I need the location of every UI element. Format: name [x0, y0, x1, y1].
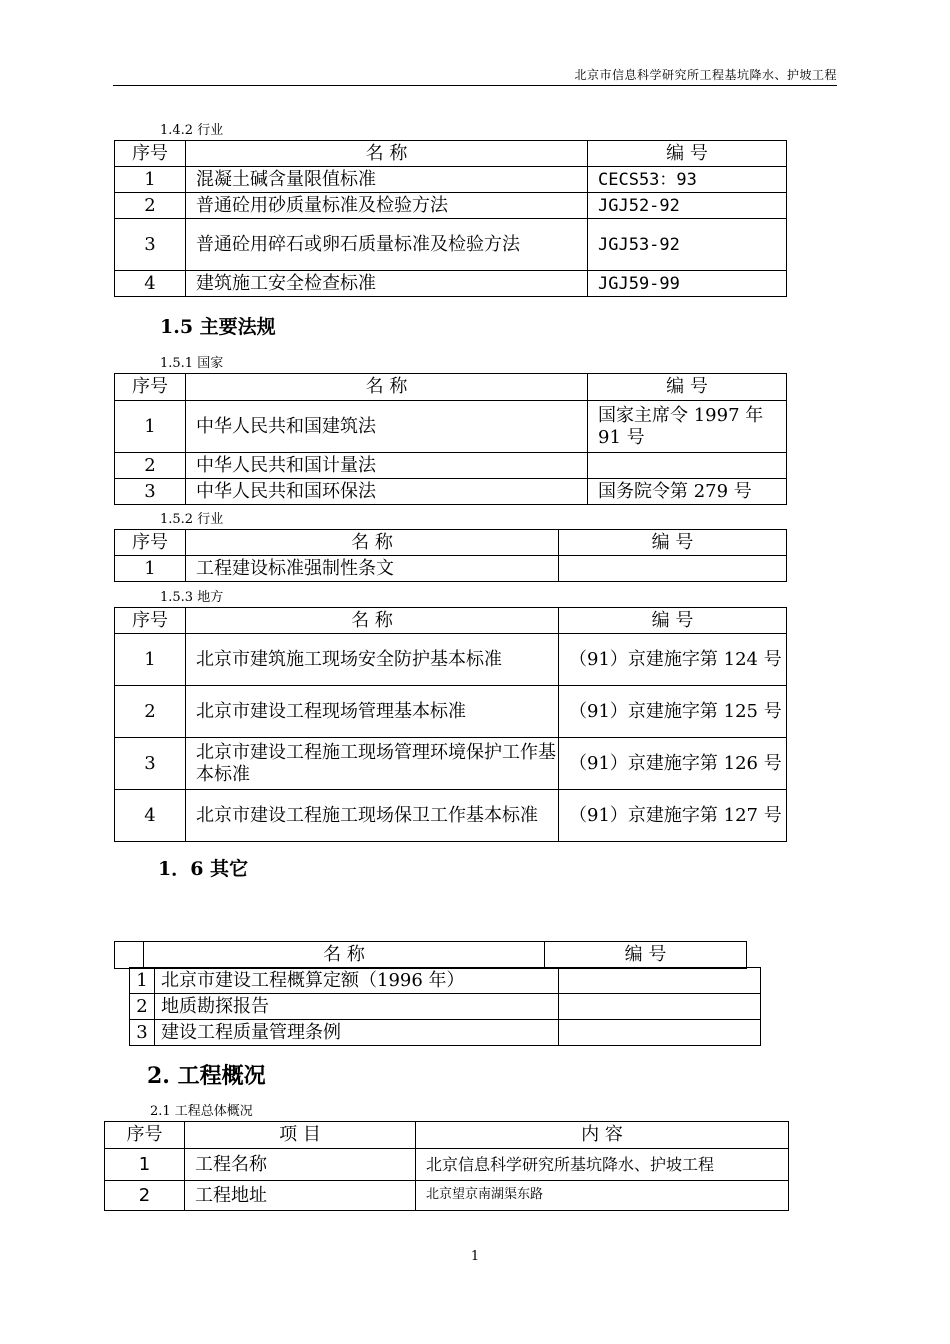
table-header-row: [115, 608, 787, 634]
cell-name: 普通砼用砂质量标准及检验方法: [186, 193, 588, 219]
cell-code: [559, 994, 761, 1020]
cell-code: （91）京建施字第 125 号: [559, 686, 787, 738]
cell-item: 工程地址: [185, 1181, 416, 1211]
cell-content: 北京望京南湖渠东路: [416, 1181, 789, 1211]
cell-name: 工程建设标准强制性条文: [186, 556, 559, 582]
cell-name: 普通砼用碎石或卵石质量标准及检验方法: [186, 219, 588, 271]
section-heading-1-5: 1.5 主要法规: [160, 316, 276, 338]
table-1-6-body: [129, 967, 761, 1046]
cell-code: （91）京建施字第 126 号: [559, 738, 787, 790]
cell-index: 3: [115, 479, 186, 505]
col-header-code: 编 号: [559, 608, 787, 634]
col-header-index: 序号: [115, 141, 186, 167]
header-rule: [113, 85, 837, 86]
cell-index: 2: [115, 686, 186, 738]
table-row: [115, 686, 787, 738]
cell-code: [559, 1020, 761, 1046]
cell-index: 1: [105, 1149, 185, 1181]
section-heading-1-6: 1．6 其它: [158, 858, 249, 880]
section-label-1-4-2: 1.4.2 行业: [160, 123, 224, 138]
col-header-code: 编 号: [559, 530, 787, 556]
table-1-4-2: [114, 140, 787, 297]
table-row: [115, 634, 787, 686]
cell-index: 3: [130, 1020, 155, 1046]
section-label-1-5-1: 1.5.1 国家: [160, 356, 224, 371]
cell-index: 1: [115, 556, 186, 582]
table-row: [115, 219, 787, 271]
cell-code: [559, 556, 787, 582]
cell-index: 4: [115, 790, 186, 842]
cell-index: 2: [130, 994, 155, 1020]
table-row: [105, 1149, 789, 1181]
cell-name: 地质勘探报告: [155, 994, 559, 1020]
table-row: [105, 1181, 789, 1211]
cell-code: 国务院令第 279 号: [588, 479, 787, 505]
cell-item: 工程名称: [185, 1149, 416, 1181]
col-header-name: 名 称: [186, 141, 588, 167]
cell-index: 1: [115, 167, 186, 193]
col-header-index: 序号: [115, 374, 186, 401]
cell-index: 2: [115, 453, 186, 479]
cell-code: JGJ53-92: [588, 219, 787, 271]
table-row: [130, 968, 761, 994]
table-header-row: [105, 1122, 789, 1149]
table-header-row: [115, 942, 747, 969]
table-row: [115, 790, 787, 842]
cell-name: 中华人民共和国建筑法: [186, 401, 588, 453]
section-label-1-5-3: 1.5.3 地方: [160, 590, 224, 605]
table-1-5-1: [114, 373, 787, 505]
cell-name: 中华人民共和国环保法: [186, 479, 588, 505]
table-header-row: [115, 141, 787, 167]
table-1-5-3: [114, 607, 787, 842]
cell-name: 北京市建设工程概算定额（1996 年）: [155, 968, 559, 994]
cell-code: 国家主席令 1997 年 91 号: [588, 401, 787, 453]
col-header-index: 序号: [105, 1122, 185, 1149]
table-row: [115, 738, 787, 790]
cell-code: （91）京建施字第 127 号: [559, 790, 787, 842]
running-header: 北京市信息科学研究所工程基坑降水、护坡工程: [574, 68, 837, 82]
table-header-row: [115, 530, 787, 556]
col-header-name: 名 称: [144, 942, 545, 969]
col-header-code: 编 号: [588, 141, 787, 167]
col-header-item: 项 目: [185, 1122, 416, 1149]
col-header-code: 编 号: [545, 942, 747, 969]
section-heading-2: 2. 工程概况: [147, 1063, 266, 1089]
col-header-index: 序号: [115, 608, 186, 634]
col-header-name: 名 称: [186, 530, 559, 556]
cell-index: 4: [115, 271, 186, 297]
cell-name: 混凝土碱含量限值标准: [186, 167, 588, 193]
cell-content: 北京信息科学研究所基坑降水、护坡工程: [416, 1149, 789, 1181]
table-row: [115, 556, 787, 582]
col-header-name: 名 称: [186, 608, 559, 634]
cell-index: 1: [115, 634, 186, 686]
cell-name: 建设工程质量管理条例: [155, 1020, 559, 1046]
cell-name: 中华人民共和国计量法: [186, 453, 588, 479]
cell-code: （91）京建施字第 124 号: [559, 634, 787, 686]
table-row: [115, 167, 787, 193]
table-row: [115, 401, 787, 453]
table-row: [115, 271, 787, 297]
cell-name: 北京市建设工程现场管理基本标准: [186, 686, 559, 738]
cell-index: 1: [130, 968, 155, 994]
cell-index: 2: [105, 1181, 185, 1211]
col-header-name: 名 称: [186, 374, 588, 401]
section-label-2-1: 2.1 工程总体概况: [150, 1104, 253, 1119]
cell-code: JGJ52-92: [588, 193, 787, 219]
table-1-5-2: [114, 529, 787, 582]
table-row: [115, 479, 787, 505]
page-number: 1: [470, 1249, 480, 1264]
table-row: [130, 994, 761, 1020]
cell-code: JGJ59-99: [588, 271, 787, 297]
table-1-6-header: [114, 941, 747, 969]
cell-index: 1: [115, 401, 186, 453]
col-header-content: 内 容: [416, 1122, 789, 1149]
section-label-1-5-2: 1.5.2 行业: [160, 512, 224, 527]
table-row: [115, 193, 787, 219]
col-header-index: [115, 942, 144, 969]
table-row: [130, 1020, 761, 1046]
col-header-index: 序号: [115, 530, 186, 556]
cell-name: 北京市建筑施工现场安全防护基本标准: [186, 634, 559, 686]
cell-code: CECS53：93: [588, 167, 787, 193]
cell-code: [588, 453, 787, 479]
cell-code: [559, 968, 761, 994]
table-2-1: [104, 1121, 789, 1211]
cell-name: 北京市建设工程施工现场管理环境保护工作基本标准: [186, 738, 559, 790]
cell-index: 3: [115, 219, 186, 271]
cell-index: 3: [115, 738, 186, 790]
col-header-code: 编 号: [588, 374, 787, 401]
cell-name: 建筑施工安全检查标准: [186, 271, 588, 297]
table-header-row: [115, 374, 787, 401]
cell-index: 2: [115, 193, 186, 219]
cell-name: 北京市建设工程施工现场保卫工作基本标准: [186, 790, 559, 842]
table-row: [115, 453, 787, 479]
